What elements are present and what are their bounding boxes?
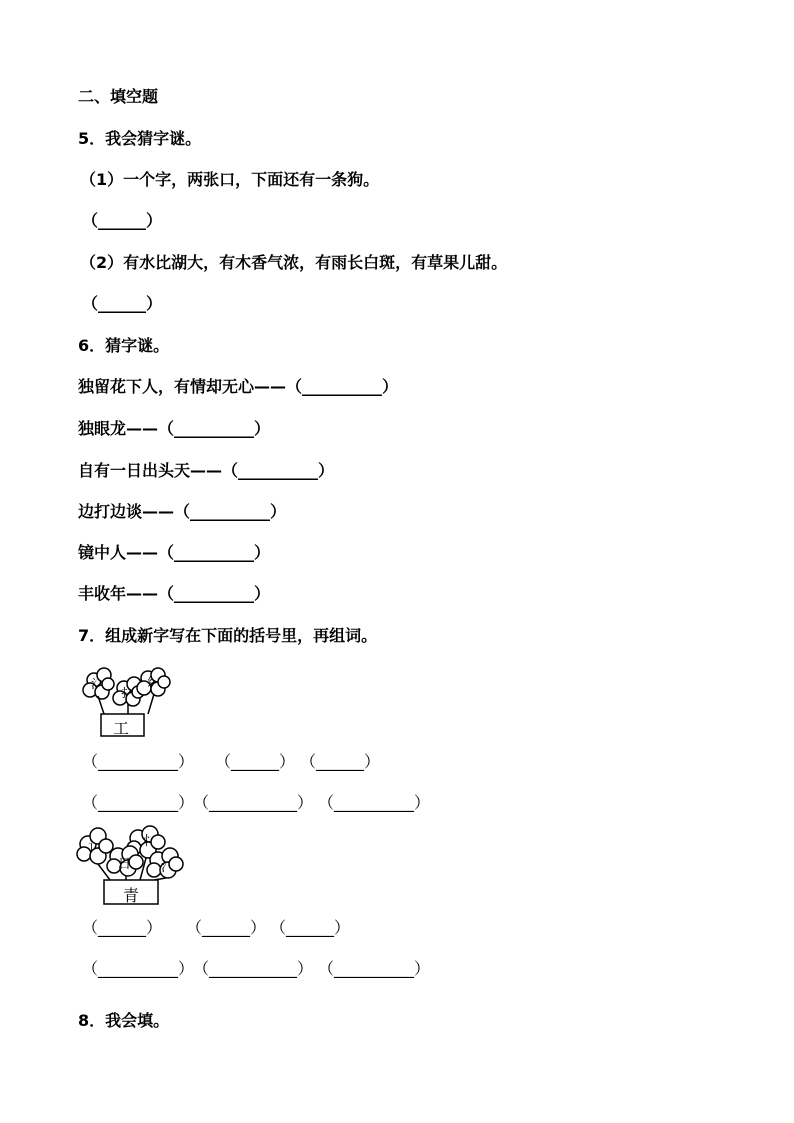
q7-fig2-row2-blank-2[interactable]: （___________） — [193, 959, 314, 978]
q7-fig1-row1-blank-1[interactable]: （__________） — [82, 752, 195, 771]
q6-riddle-1[interactable]: 独留花下人，有情却无心——（__________） — [78, 377, 399, 396]
q7-figure-2-radical-1: 讠 — [88, 840, 102, 855]
q5-item-1-prompt: （1）一个字，两张口，下面还有一条狗。 — [80, 170, 380, 189]
q5-title: 5．我会猜字谜。 — [78, 129, 202, 148]
q6-riddle-2[interactable]: 独眼龙——（__________） — [78, 419, 271, 438]
q7-figure-2-radical-2: 忄 — [143, 834, 157, 849]
q7-figure-1-radical-2: 扌 — [121, 686, 134, 700]
q7-figure-1-base-char: 工 — [113, 719, 130, 738]
q7-fig2-row2-blank-1[interactable]: （__________） — [82, 959, 195, 978]
q8-title: 8．我会填。 — [78, 1011, 170, 1030]
q7-fig2-row2-blank-3[interactable]: （__________） — [318, 959, 431, 978]
q6-riddle-3[interactable]: 自有一日出头天——（__________） — [78, 461, 335, 480]
q6-title: 6．猜字谜。 — [78, 336, 170, 355]
q7-fig1-row2-blank-1[interactable]: （__________） — [82, 793, 195, 812]
q7-fig2-row1-blank-1[interactable]: （______） — [82, 918, 163, 937]
q7-fig1-row2-blank-2[interactable]: （___________） — [193, 793, 314, 812]
q7-fig1-row1-blank-2[interactable]: （______） — [215, 752, 296, 771]
q5-item-2-prompt: （2）有水比湖大，有木香气浓，有雨长白斑，有草果儿甜。 — [80, 253, 508, 272]
q6-riddle-6[interactable]: 丰收年——（__________） — [78, 584, 271, 603]
q5-item-1-answer[interactable]: （______） — [82, 211, 163, 230]
q6-riddle-4[interactable]: 边打边谈——（__________） — [78, 502, 287, 521]
q7-fig2-row1-blank-2[interactable]: （______） — [186, 918, 267, 937]
q7-fig1-row1-blank-3[interactable]: （______） — [300, 752, 381, 771]
section-title: 二、填空题 — [78, 87, 159, 106]
q7-fig2-row1-blank-3[interactable]: （______） — [270, 918, 351, 937]
q7-figure-1-flowers — [78, 666, 178, 740]
q7-figure-2-base-char: 青 — [123, 886, 140, 905]
q7-figure-2-flowers — [74, 824, 186, 908]
q7-fig1-row2-blank-3[interactable]: （__________） — [318, 793, 431, 812]
q6-riddle-5[interactable]: 镜中人——（__________） — [78, 543, 271, 562]
q5-item-2-answer[interactable]: （______） — [82, 294, 163, 313]
q7-title: 7．组成新字写在下面的括号里，再组词。 — [78, 626, 378, 645]
q7-figure-1-radical-3: 纟 — [147, 675, 160, 689]
q7-figure-1-radical-1: 氵 — [91, 677, 104, 691]
q7-figure-2-radical-4: 氵 — [161, 860, 175, 875]
q7-figure-2-radical-3: 日 — [118, 857, 132, 872]
